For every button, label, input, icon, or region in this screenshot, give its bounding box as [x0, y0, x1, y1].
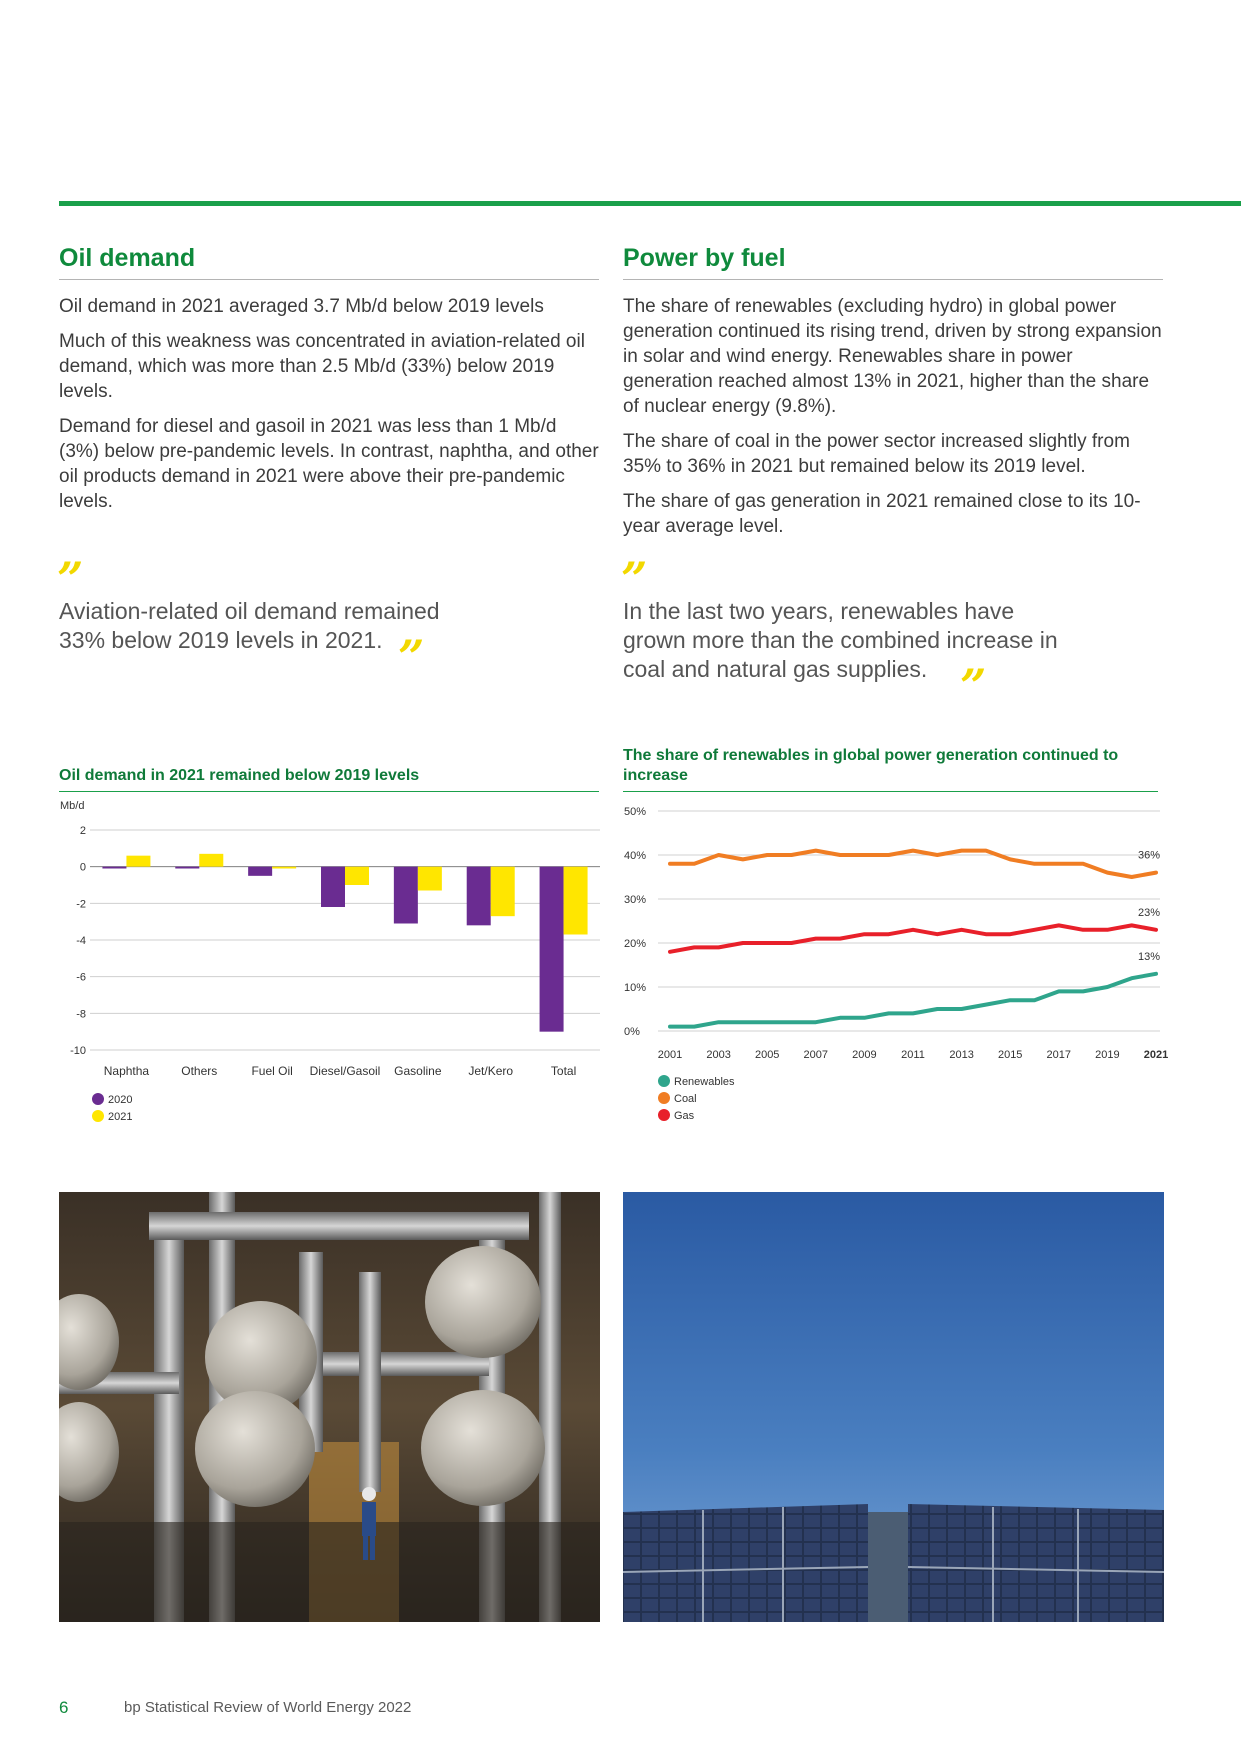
solar-panels-photo	[623, 1192, 1164, 1622]
power-share-line-chart	[618, 795, 1178, 1130]
bar-2021	[418, 867, 442, 891]
end-value-label: 23%	[1137, 906, 1160, 919]
open-quote-mark-icon: ”	[57, 552, 84, 606]
publication-title: bp Statistical Review of World Energy 2022	[124, 1699, 412, 1716]
x-tick-label: 2011	[901, 1049, 925, 1061]
bar-2021	[126, 856, 150, 867]
x-tick-label: Total	[550, 1064, 577, 1078]
power-paragraph-3: The share of gas generation in 2021 remained close to its 10-year average level.	[623, 491, 1141, 537]
close-quote-mark-icon: ”	[960, 659, 987, 713]
y-tick-label: -10	[70, 1045, 86, 1057]
legend-label: Gas	[674, 1110, 695, 1122]
x-tick-label: 2007	[803, 1049, 829, 1061]
x-tick-label: Gasoline	[394, 1064, 442, 1078]
top-green-rule	[59, 201, 1241, 206]
y-tick-label: 0	[79, 861, 86, 874]
legend-swatch	[92, 1093, 104, 1105]
bar-2020	[175, 867, 199, 869]
x-tick-label: 2021	[1143, 1049, 1169, 1061]
page-number: 6	[59, 1698, 69, 1717]
y-tick-label: 40%	[624, 850, 647, 862]
oil-demand-heading: Oil demand	[59, 244, 599, 280]
x-tick-label: Fuel Oil	[251, 1064, 293, 1078]
y-tick-label: 2	[79, 825, 86, 837]
y-tick-label: 20%	[624, 938, 647, 950]
bar-2020	[248, 867, 272, 876]
power-pull-quote: In the last two years, renewables have grown more than the combined increase in coal and natural gas supplies.	[623, 598, 1058, 682]
power-chart-rule	[623, 791, 1158, 792]
y-tick-label: 50%	[624, 806, 647, 818]
bar-2021	[491, 867, 515, 917]
oil-pull-quote: Aviation-related oil demand remained 33% below 2019 levels in 2021.	[59, 598, 440, 653]
close-quote-mark-icon: ”	[398, 630, 425, 684]
x-tick-label: 2005	[754, 1049, 780, 1061]
oil-demand-bar-chart	[50, 795, 610, 1130]
legend-label: Coal	[674, 1093, 697, 1105]
bar-2021	[199, 854, 223, 867]
series-line-renewables	[670, 974, 1156, 1027]
bar-2021	[272, 867, 296, 869]
x-tick-label: 2009	[852, 1049, 877, 1061]
legend-label: 2021	[108, 1111, 133, 1123]
y-tick-label: 30%	[624, 894, 647, 906]
y-tick-label: -2	[76, 898, 86, 911]
legend-swatch	[92, 1110, 104, 1122]
end-value-label: 36%	[1137, 849, 1160, 862]
y-tick-label: 10%	[624, 982, 647, 994]
end-value-label: 13%	[1137, 950, 1160, 963]
x-tick-label: Naphtha	[103, 1064, 150, 1078]
bar-2021	[345, 867, 369, 885]
refinery-pipes-photo	[59, 1192, 600, 1622]
bar-2020	[321, 867, 345, 907]
oil-paragraph-3: Demand for diesel and gasoil in 2021 was less than 1 Mb/d (3%) below pre-pandemic levels. In contrast, naphtha, and other oil products demand in 2021 were above their pre-pandemic levels.	[59, 416, 599, 512]
legend-label: Renewables	[674, 1076, 735, 1088]
oil-paragraph-1: Oil demand in 2021 averaged 3.7 Mb/d below 2019 levels	[59, 296, 544, 317]
power-chart-title: The share of renewables in global power generation continued to increase	[623, 747, 1119, 784]
bar-2020	[540, 867, 564, 1032]
y-axis-unit-label: Mb/d	[60, 800, 85, 812]
x-tick-label: 2017	[1046, 1049, 1072, 1061]
x-tick-label: 2013	[949, 1049, 974, 1061]
x-tick-label: Jet/Kero	[468, 1064, 514, 1078]
x-tick-label: 2015	[997, 1049, 1023, 1061]
y-tick-label: -8	[76, 1008, 86, 1021]
x-tick-label: 2019	[1095, 1049, 1120, 1061]
x-tick-label: 2001	[657, 1049, 683, 1061]
legend-swatch	[658, 1092, 670, 1104]
bar-2021	[564, 867, 588, 935]
oil-chart-title: Oil demand in 2021 remained below 2019 levels	[59, 767, 420, 784]
power-paragraph-2: The share of coal in the power sector increased slightly from 35% to 36% in 2021 but remained below its 2019 level.	[623, 431, 1130, 477]
open-quote-mark-icon: ”	[621, 552, 648, 606]
x-tick-label: Others	[181, 1064, 218, 1078]
bar-2020	[102, 867, 126, 869]
y-tick-label: 0%	[624, 1026, 640, 1038]
power-paragraph-1: The share of renewables (excluding hydro) in global power generation continued its rising trend, driven by strong expansion in solar and wind energy. Renewables share in power generation reached almost 13% in 2021, higher than the share of nuclear energy (9.8%).	[623, 296, 1162, 417]
x-tick-label: 2003	[706, 1049, 731, 1061]
oil-demand-section	[59, 244, 599, 514]
x-tick-label: Diesel/Gasoil	[309, 1064, 381, 1078]
legend-swatch	[658, 1075, 670, 1087]
bar-2020	[394, 867, 418, 924]
oil-paragraph-2: Much of this weakness was concentrated in aviation-related oil demand, which was more than 2.5 Mb/d (33%) below 2019 levels.	[59, 331, 585, 402]
y-tick-label: -6	[76, 971, 86, 984]
power-by-fuel-heading: Power by fuel	[623, 244, 1163, 280]
legend-label: 2020	[108, 1094, 133, 1106]
power-by-fuel-section	[623, 244, 1163, 539]
series-line-gas	[670, 925, 1156, 951]
bar-2020	[467, 867, 491, 926]
oil-chart-rule	[59, 791, 599, 792]
y-tick-label: -4	[76, 935, 86, 947]
legend-swatch	[658, 1109, 670, 1121]
